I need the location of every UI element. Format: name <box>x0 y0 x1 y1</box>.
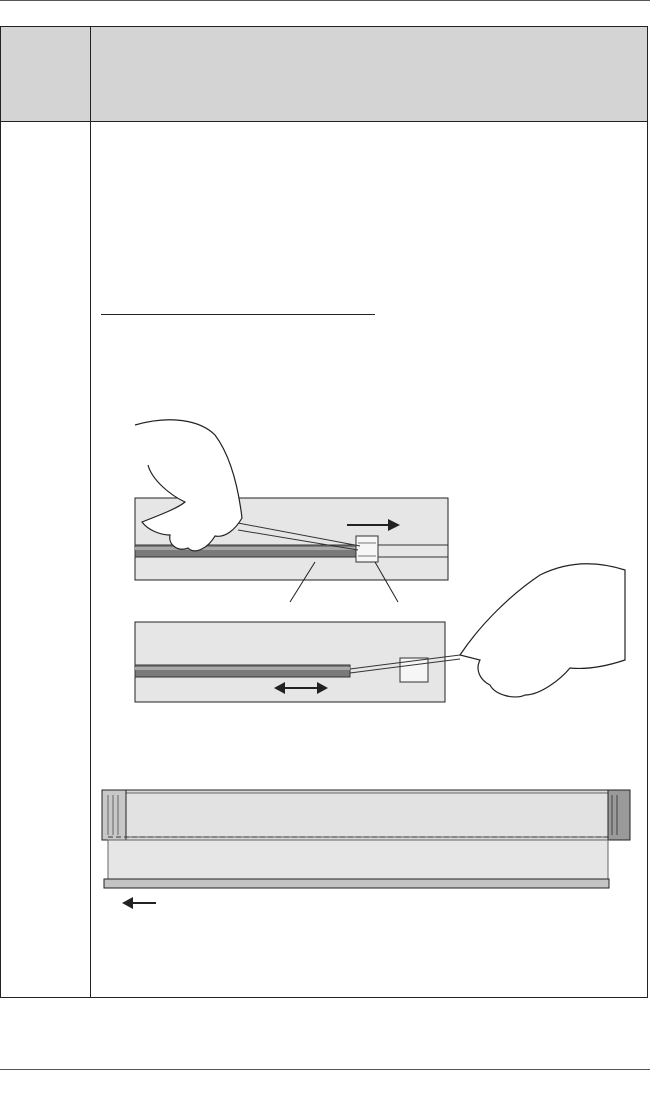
hand-with-pencil-icon <box>130 410 630 710</box>
underlined-heading <box>101 314 375 315</box>
table-header-row <box>1 27 647 122</box>
column-divider <box>90 27 91 997</box>
roller-blind-icon <box>100 785 640 915</box>
footer-rule <box>0 1069 650 1070</box>
top-rule <box>0 0 650 1</box>
